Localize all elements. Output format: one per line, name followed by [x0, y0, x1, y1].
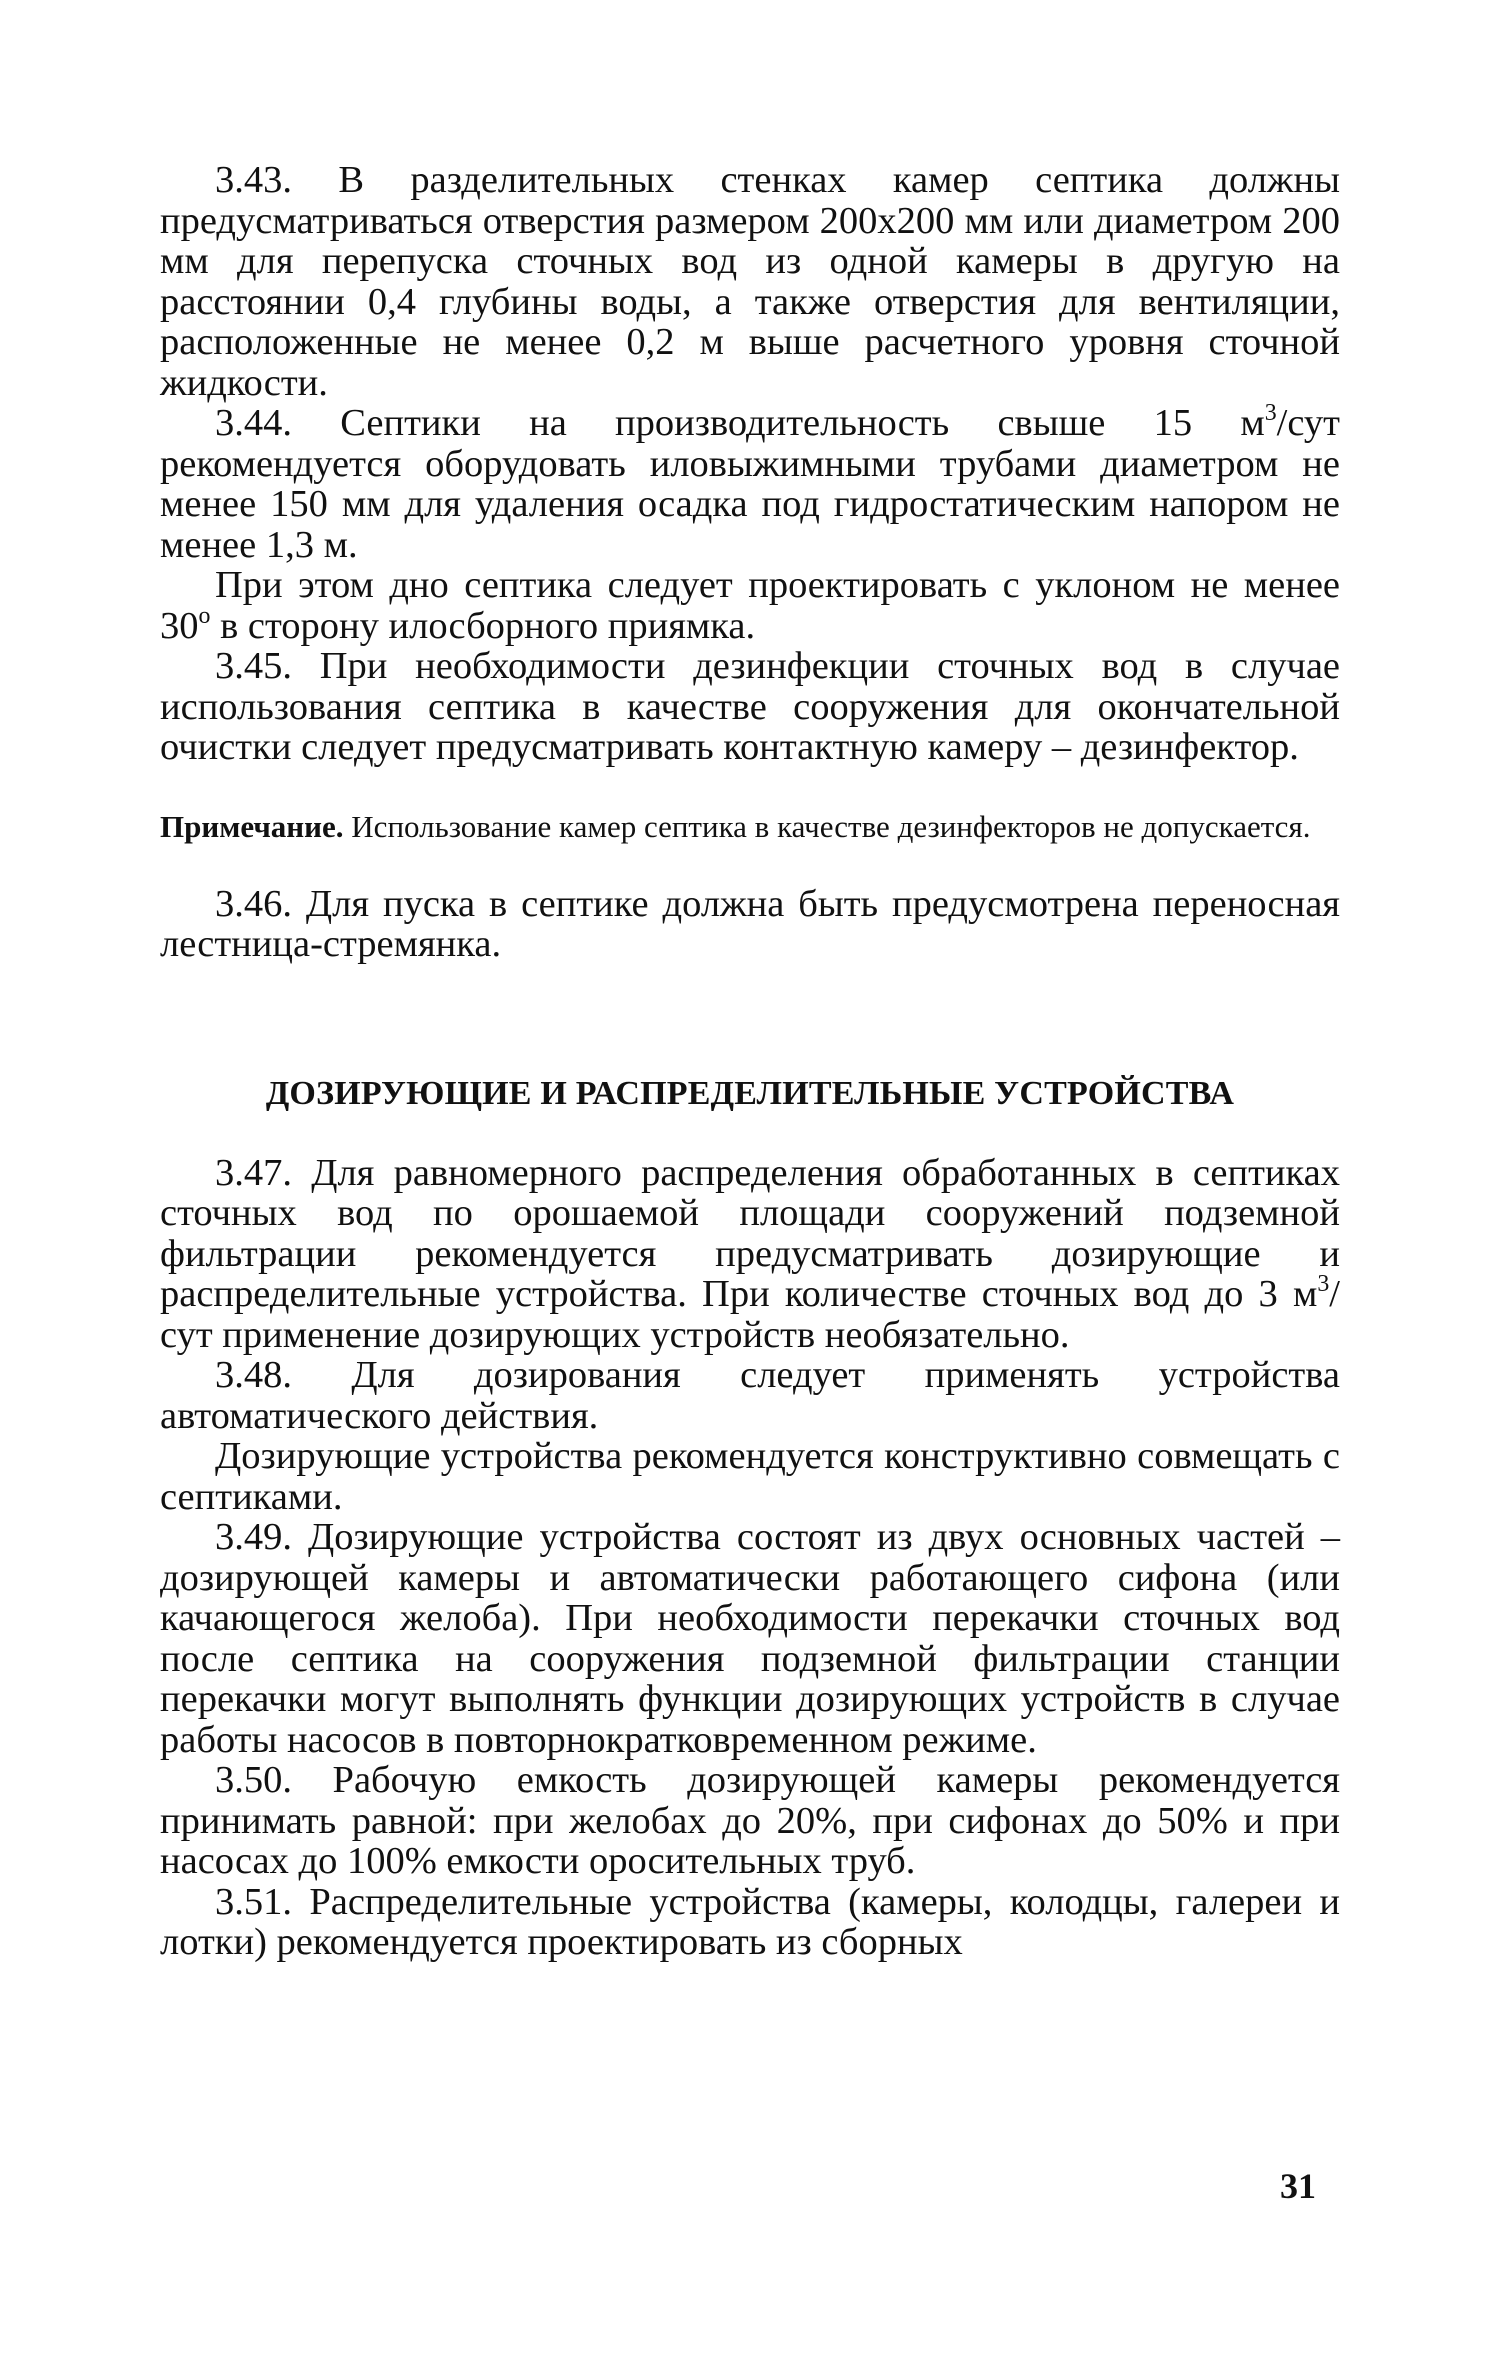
paragraph-3-45: 3.45. При необходимости дезинфекции сточных вод в случае использования септика в качестве сооружения для окончательной очистки следует предусматривать контактную камеру – дезинфектор. — [160, 645, 1340, 768]
note-label: Примечание. — [160, 808, 344, 844]
superscript-cubic: 3 — [1264, 400, 1277, 427]
document-page — [160, 160, 1340, 1963]
superscript-cubic: 3 — [1317, 1271, 1330, 1298]
note — [160, 810, 1340, 844]
paragraph-3-44-cont-text-b: в сторону илосборного приямка. — [210, 604, 756, 647]
paragraph-3-51: 3.51. Распределительные устройства (камеры, колодцы, галереи и лотки) рекомендуется проектировать из сборных — [160, 1880, 1340, 1963]
paragraph-3-44-continuation — [160, 565, 1340, 646]
paragraph-3-44-text-a: 3.44. Септики на производительность свыше 15 м — [215, 402, 1265, 444]
paragraph-3-43: 3.43. В разделительных стенках камер септика должны предусматриваться отверстия размером 200х200 мм или диаметром 200 мм для перепуска сточных вод из одной камеры в другую на расстоянии 0,4 глубины воды, а также отверстия для вентиляции, расположенные не менее 0,2 м выше расчетного уровня сточной жидкости. — [160, 159, 1340, 404]
paragraph-3-44-text-b: /сут рекомендуется оборудовать иловыжимными трубами диаметром не менее 150 мм для удаления осадка под гидростатическим напором не менее 1,3 м. — [160, 402, 1340, 566]
paragraph-3-49: 3.49. Дозирующие устройства состоят из двух основных частей – дозирующей камеры и автоматически работающего сифона (или качающегося желоба). При необходимости перекачки сточных вод после септика на сооружения подземной фильтрации станции перекачки могут выполнять функции дозирующих устройств в случае работы насосов в повторнократковременном режиме. — [160, 1516, 1340, 1761]
paragraph-3-47-text-b: /сут применение дозирующих устройств необязательно. — [160, 1273, 1340, 1356]
paragraph-3-48-continuation: Дозирующие устройства рекомендуется конструктивно совмещать с септиками. — [160, 1435, 1340, 1518]
paragraph-3-48: 3.48. Для дозирования следует применять устройства автоматического действия. — [160, 1354, 1340, 1437]
superscript-degree: о — [198, 602, 211, 629]
paragraph-3-44 — [160, 400, 1340, 566]
page-number: 31 — [1280, 2166, 1316, 2206]
paragraph-3-44-cont-text-a: При этом дно септика следует проектировать с уклоном не менее 30 — [160, 564, 1340, 647]
section-heading: ДОЗИРУЮЩИЕ И РАСПРЕДЕЛИТЕЛЬНЫЕ УСТРОЙСТВА — [265, 1074, 1235, 1112]
paragraph-3-47 — [160, 1153, 1340, 1356]
paragraph-3-46: 3.46. Для пуска в септике должна быть предусмотрена переносная лестница-стремянка. — [160, 882, 1340, 965]
note-text: Использование камер септика в качестве дезинфекторов не допускается. — [343, 808, 1311, 844]
paragraph-3-47-text-a: 3.47. Для равномерного распределения обработанных в септиках сточных вод по орошаемой площади сооружений подземной фильтрации рекомендуется предусматривать дозирующие и распределительные устройства. При количестве сточных вод до 3 м — [160, 1151, 1340, 1315]
paragraph-3-50: 3.50. Рабочую емкость дозирующей камеры рекомендуется принимать равной: при желобах до 20%, при сифонах до 50% и при насосах до 100% емкости оросительных труб. — [160, 1759, 1340, 1882]
